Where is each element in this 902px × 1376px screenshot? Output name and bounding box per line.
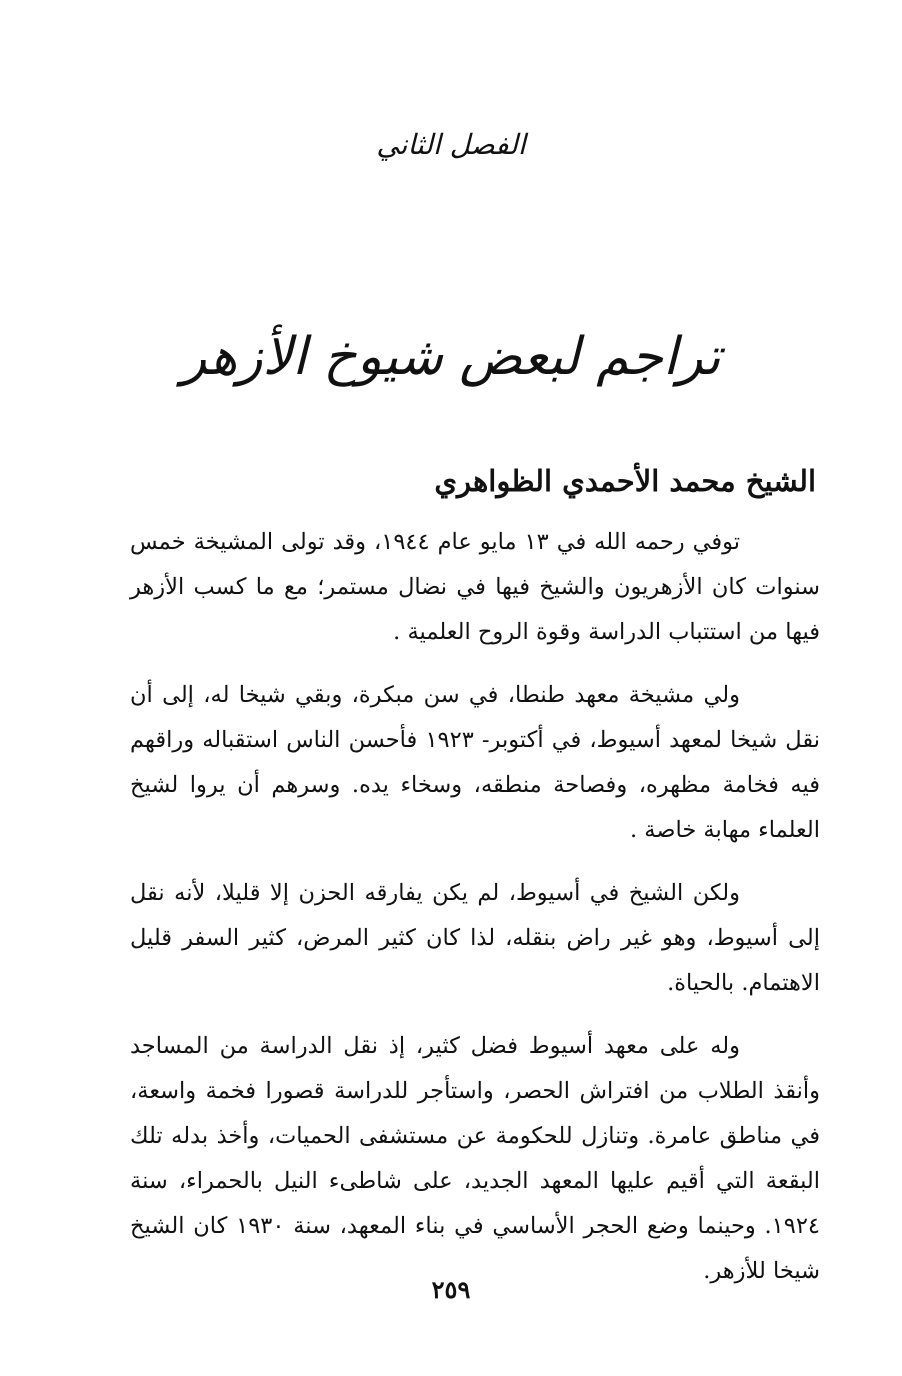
paragraph: وله على معهد أسيوط فضل كثير، إذ نقل الدراسة من المساجد وأنقذ الطلاب من افتراش الحصر، واستأجر للدراسة قصورا فخمة واسعة، في مناطق عامرة. وتنازل للحكومة عن مستشفى الحميات، وأخذ بدله تلك البقعة التي أقيم عليها المعهد الجديد، على شاطىء النيل بالحمراء، سنة ١٩٢٤. وحينما وضع الحجر الأساسي في بناء المعهد، سنة ١٩٣٠ كان الشيخ شيخا للأزهر. (130, 1033, 821, 1284)
chapter-title: تراجم لبعض شيوخ الأزهر (181, 326, 721, 387)
paragraph: توفي رحمه الله في ١٣ مايو عام ١٩٤٤، وقد تولى المشيخة خمس سنوات كان الأزهريون والشيخ فيها في نضال مستمر؛ مع ما كسب الأزهر فيها من استتباب الدراسة وقوة الروح العلمية . (130, 529, 820, 645)
paragraph: ولي مشيخة معهد طنطا، في سن مبكرة، وبقي شيخا له، إلى أن نقل شيخا لمعهد أسيوط، في أكتوبر- ١٩٢٣ فأحسن الناس استقباله وراقهم فيه فخامة مظهره، وفصاحة منطقه، وسخاء يده. وسرهم أن يروا لشيخ العلماء مهابة خاصة . (130, 682, 820, 843)
paragraph: ولكن الشيخ في أسيوط، لم يكن يفارقه الحزن إلا قليلا، لأنه نقل إلى أسيوط، وهو غير راض بنقله، لذا كان كثير المرض، كثير السفر قليل الاهتمام. بالحياة. (130, 880, 820, 996)
section-heading: الشيخ محمد الأحمدي الظواهري (434, 464, 816, 499)
chapter-label: الفصل الثاني (376, 128, 526, 161)
page-number: ٢٥٩ (431, 1275, 471, 1304)
body-text (130, 520, 820, 1312)
